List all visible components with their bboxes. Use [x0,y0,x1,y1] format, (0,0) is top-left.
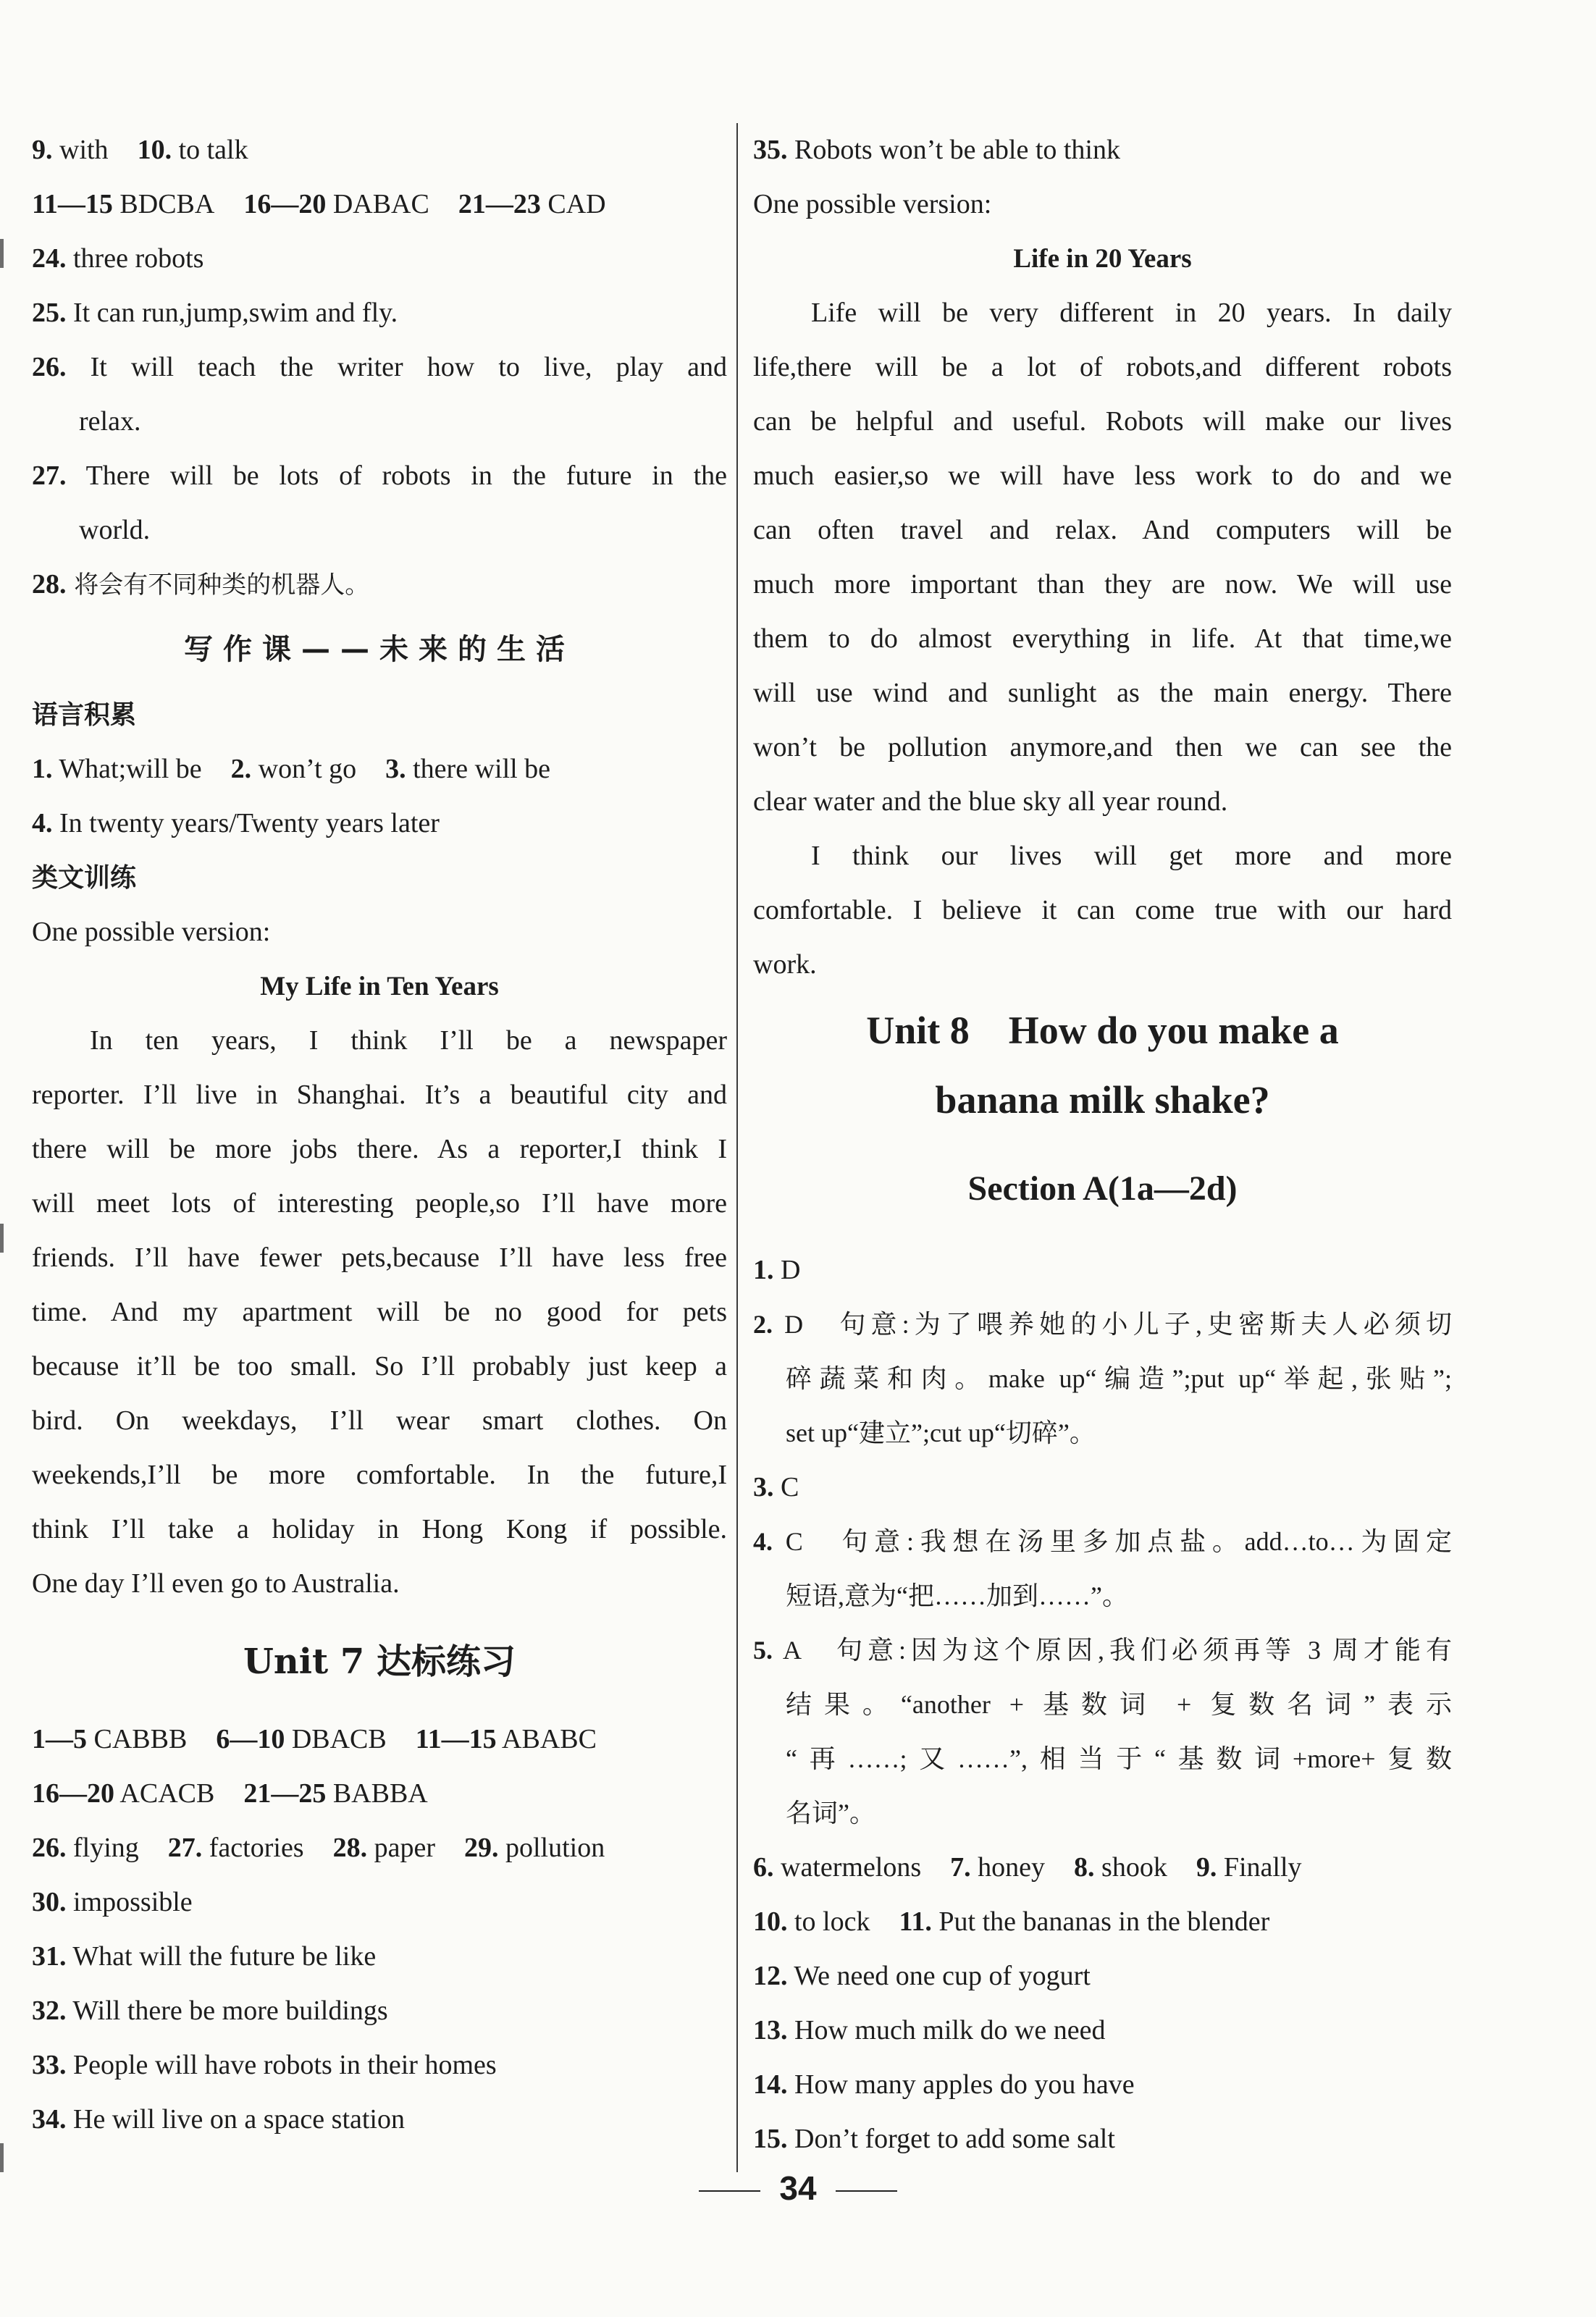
answer-line: 6. watermelons 7. honey 8. shook 9. Finally [753,1852,1302,1883]
essay-line: life,there will be a lot of robots,and different robots [753,352,1452,382]
answer-line: 25. It can run,jump,swim and fly. [32,298,398,328]
answer-line: 13. How much milk do we need [753,2015,1106,2045]
answer-line: “再……;又……”,相当于“基数词+more+复数 [786,1744,1452,1773]
answer-line: 5. A 句意:因为这个原因,我们必须再等 3 周才能有 [753,1636,1452,1665]
answer-line: world. [79,515,151,545]
writing-section-title: 写作课——未来的生活 [184,633,575,666]
answer-line: 1. What;will be 2. won’t go 3. there will be [32,754,551,784]
essay-line: clear water and the blue sky all year round. [753,786,1228,817]
answer-line: 31. What will the future be like [32,1941,377,1972]
essay-line: bird. On weekdays, I’ll wear smart clothes. On [32,1405,727,1436]
answer-line: 28. 将会有不同种类的机器人。 [32,569,370,600]
version-label: One possible version: [32,917,271,947]
essay-line: them to do almost everything in life. At that time,we [753,623,1452,654]
answer-line: 2. D 句意:为了喂养她的小儿子,史密斯夫人必须切 [753,1310,1452,1339]
essay-line: won’t be pollution anymore,and then we can see the [753,732,1452,762]
essay-line: weekends,I’ll be more comfortable. In the future,I [32,1460,727,1490]
right-column [753,123,1452,2166]
essay-line: because it’ll be too small. So I’ll probably just keep a [32,1351,727,1382]
essay-line: much more important than they are now. We will use [753,569,1452,600]
essay-line: think I’ll take a holiday in Hong Kong if possible. [32,1514,727,1544]
essay-line: work. [753,949,817,980]
answer-line: 26. flying 27. factories 28. paper 29. pollution [32,1833,605,1863]
answer-line: 结果。“another + 基数词 + 复数名词”表示 [786,1690,1452,1719]
essay-line: can be helpful and useful. Robots will make our lives [753,406,1452,437]
essay-line: will meet lots of interesting people,so I’ll have more [32,1188,727,1219]
answer-line: 12. We need one cup of yogurt [753,1961,1091,1991]
page-number-dash [836,2190,897,2192]
answer-line: 16—20 ACACB 21—25 BABBA [32,1778,428,1809]
answer-line: 27. There will be lots of robots in the future in the [32,461,727,491]
essay-line: reporter. I’ll live in Shanghai. It’s a beautiful city and [32,1080,727,1110]
page-edge-mark [0,1224,4,1253]
answer-line: 26. It will teach the writer how to live, play and [32,352,727,382]
page-number-dash [699,2190,760,2192]
answer-line: 9. with 10. to talk [32,135,248,165]
answer-line: 碎蔬菜和肉。make up“编造”;put up“举起,张贴”; [786,1364,1452,1393]
answer-line: 4. C 句意:我想在汤里多加点盐。add…to…为固定 [753,1527,1452,1556]
answer-line: 30. impossible [32,1887,193,1917]
essay-line: comfortable. I believe it can come true with our hard [753,895,1452,925]
page-edge-mark [0,2143,4,2172]
answer-line: 24. three robots [32,243,204,274]
essay-line: friends. I’ll have fewer pets,because I’ll have less free [32,1242,727,1273]
essay-title: My Life in Ten Years [260,972,499,1001]
answer-line: relax. [79,406,141,437]
answer-line: 1—5 CABBB 6—10 DBACB 11—15 ABABC [32,1724,597,1754]
unit8-title-line2: banana milk shake? [935,1078,1270,1122]
section-title: Section A(1a—2d) [967,1169,1238,1208]
page-edge-mark [0,239,4,268]
essay-line: will use wind and sunlight as the main energy. There [753,678,1452,708]
column-divider [736,123,738,2172]
answer-line: 34. He will live on a space station [32,2104,405,2135]
answer-line: 名词”。 [786,1799,875,1828]
subsection-heading: 语言积累 [32,700,137,730]
answer-line: 35. Robots won’t be able to think [753,135,1120,165]
answer-line: 10. to lock 11. Put the bananas in the blender [753,1906,1270,1937]
essay-line: much easier,so we will have less work to do and we [753,461,1452,491]
left-column [32,123,727,2147]
answer-line: 3. C [753,1472,799,1502]
essay-line: One day I’ll even go to Australia. [32,1568,400,1599]
unit8-title-line1: Unit 8 How do you make a [866,1009,1339,1052]
version-label: One possible version: [753,189,992,219]
answer-line: 32. Will there be more buildings [32,1996,388,2026]
essay-line: there will be more jobs there. As a reporter,I think I [32,1134,727,1164]
answer-line: 14. How many apples do you have [753,2069,1135,2100]
essay-line: can often travel and relax. And computers will be [753,515,1452,545]
answer-line: 11—15 BDCBA 16—20 DABAC 21—23 CAD [32,189,606,219]
subsection-heading: 类文训练 [32,863,137,893]
essay-title: Life in 20 Years [1013,244,1192,274]
answer-line: 4. In twenty years/Twenty years later [32,808,440,838]
essay-line: I think our lives will get more and more [811,841,1452,871]
answer-line: 33. People will have robots in their homes [32,2050,497,2080]
answer-line: 15. Don’t forget to add some salt [753,2124,1115,2154]
answer-line: set up“建立”;cut up“切碎”。 [786,1418,1096,1447]
essay-line: Life will be very different in 20 years. In daily [811,298,1452,328]
essay-line: In ten years, I think I’ll be a newspaper [90,1025,727,1056]
page-number: 34 [0,2169,1596,2208]
answer-line: 1. D [753,1255,801,1285]
answer-line: 短语,意为“把……加到……”。 [786,1581,1128,1610]
unit7-title: Unit 7 达标练习 [243,1641,516,1682]
essay-line: time. And my apartment will be no good for pets [32,1297,727,1327]
